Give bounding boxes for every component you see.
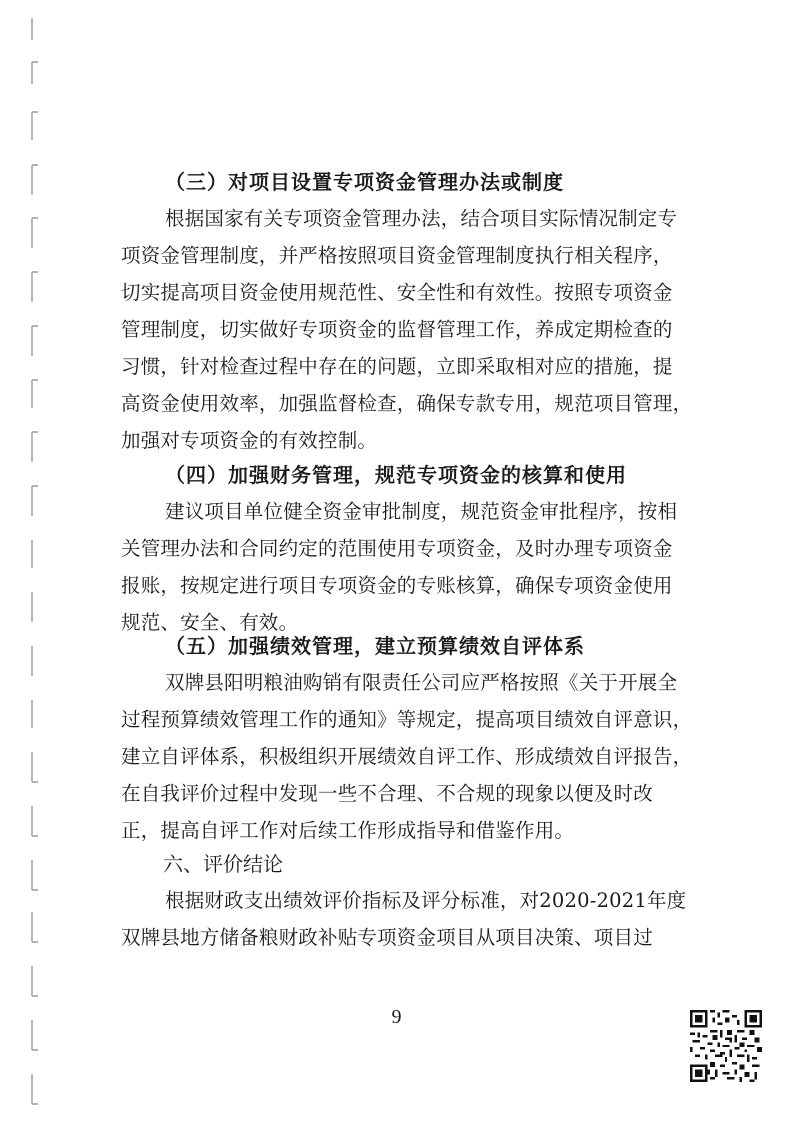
section-5-line-1: 双牌县阳明粮油购销有限责任公司应严格按照《关于开展全 (165, 671, 678, 694)
section-5-heading: （五）加强绩效管理，建立预算绩效自评体系 (165, 634, 585, 658)
section-3-line-3: 切实提高项目资金使用规范性、安全性和有效性。按照专项资金 (121, 281, 673, 304)
section-5-line-5: 正，提高自评工作对后续工作形成指导和借鉴作用。 (121, 819, 575, 842)
section-3-line-1: 根据国家有关专项资金管理办法，结合项目实际情况制定专 (165, 207, 678, 230)
section-3-line-2: 项资金管理制度，并严格按照项目资金管理制度执行相关程序， (121, 244, 673, 267)
section-4-line-3: 报账，按规定进行项目专项资金的专账核算，确保专项资金使用 (121, 574, 673, 597)
section-3-line-5: 习惯，针对检查过程中存在的问题，立即采取相对应的措施，提 (121, 355, 673, 378)
qr-code-icon (690, 1010, 762, 1082)
section-5-line-4: 在自我评价过程中发现一些不合理、不合规的现象以便及时改 (121, 782, 653, 805)
section-6-heading: 六、评价结论 (163, 852, 283, 876)
section-3-line-4: 管理制度，切实做好专项资金的监督管理工作，养成定期检查的 (121, 318, 673, 341)
page-number: 9 (391, 1006, 402, 1028)
section-6-line-2: 双牌县地方储备粮财政补贴专项资金项目从项目决策、项目过 (121, 926, 653, 949)
section-4-line-4: 规范、安全、有效。 (121, 611, 299, 634)
section-3-heading: （三）对项目设置专项资金管理办法或制度 (165, 170, 564, 194)
section-4-line-2: 关管理办法和合同约定的范围使用专项资金，及时办理专项资金 (121, 537, 673, 560)
section-4-heading: （四）加强财务管理，规范专项资金的核算和使用 (165, 463, 627, 487)
section-3-line-6: 高资金使用效率，加强监督检查，确保专款专用，规范项目管理， (121, 392, 693, 415)
section-5-line-2: 过程预算绩效管理工作的通知》等规定，提高项目绩效自评意识， (121, 708, 693, 731)
section-4-line-1: 建议项目单位健全资金审批制度，规范资金审批程序，按相 (165, 500, 678, 523)
section-3-line-7: 加强对专项资金的有效控制。 (121, 429, 378, 452)
section-6-line-1: 根据财政支出绩效评价指标及评分标准，对2020-2021年度 (165, 889, 687, 912)
section-5-line-3: 建立自评体系，积极组织开展绩效自评工作、形成绩效自评报告， (121, 745, 693, 768)
